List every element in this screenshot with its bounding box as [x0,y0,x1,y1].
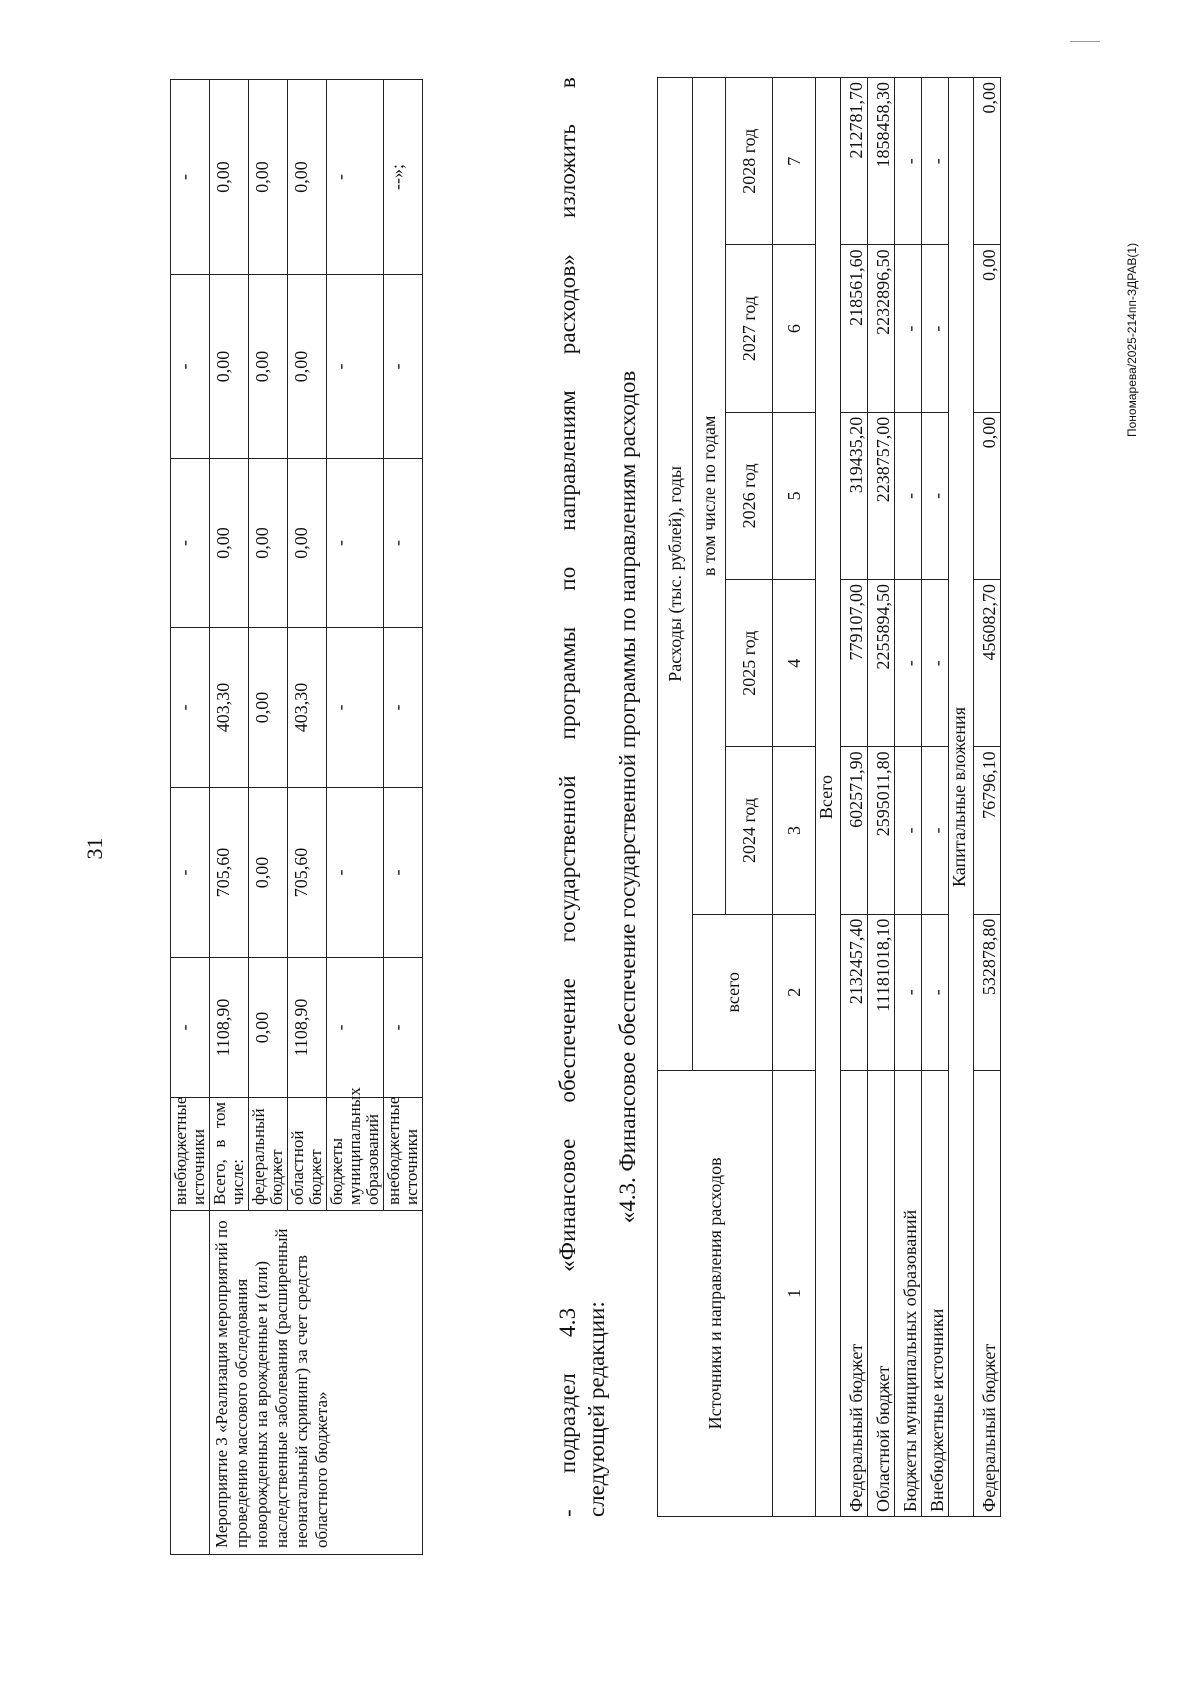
value-cell: - [922,412,949,579]
value-cell: - [922,78,949,245]
value-cell: 76796,10 [974,747,1001,914]
value-cell: 11181018,10 [868,914,895,1070]
group-title: Капитальные вложения [949,78,974,1517]
source-cell: внебюджетные источники [384,1098,423,1211]
group-title: Всего [816,78,841,1517]
value-cell: 0,00 [249,788,288,958]
value-cell: - [384,459,423,628]
column-number: 2 [773,914,816,1070]
value-cell: - [171,958,210,1098]
value-cell: - [384,788,423,958]
value-cell: - [895,580,922,747]
value-cell: 456082,70 [974,580,1001,747]
value-cell: - [895,78,922,245]
value-cell: 0,00 [210,80,249,275]
amendment-paragraph-line1: - подраздел 4.3 «Финансовое обеспечение государственной программы по направлениям расходов» изложить в [555,77,580,1517]
column-number: 1 [773,1070,816,1516]
value-cell: 0,00 [210,275,249,459]
expenses-header: Расходы (тыс. рублей), годы [658,78,693,1071]
value-cell: 218561,60 [841,245,868,412]
value-cell: 403,30 [210,628,249,788]
column-number: 4 [773,580,816,747]
table-row [868,78,895,1517]
value-cell: - [327,80,384,275]
value-cell: - [922,747,949,914]
row-label: Федеральный бюджет [841,1070,868,1516]
source-cell: Всего, в том числе: [210,1098,249,1211]
edge-mark [1070,41,1100,42]
value-cell: 0,00 [974,245,1001,412]
year-header: 2026 год [726,412,773,579]
value-cell: 0,00 [249,80,288,275]
value-cell: 0,00 [288,459,327,628]
table-row [974,78,1001,1517]
year-header: 2025 год [726,580,773,747]
year-header: 2024 год [726,747,773,914]
value-cell: 1858458,30 [868,78,895,245]
value-cell: 2132457,40 [841,914,868,1070]
value-cell: - [384,958,423,1098]
group-title-row [816,78,841,1517]
table-header-row [658,78,693,1517]
value-cell: - [171,80,210,275]
event-label: Мероприятие 3 «Реализация мероприятий по проведению массового обследования новорожденных на врожденные и (или) наследственные заболевания (расширенный неонатальный скрининг) за счет средств областного бюджета» [210,1211,423,1555]
value-cell: - [327,788,384,958]
value-cell: 0,00 [249,275,288,459]
value-cell: - [327,958,384,1098]
document-code: Пономарева/2025-214пп-ЗДРАВ(1) [1125,242,1139,437]
value-cell: - [327,459,384,628]
value-cell: 602571,90 [841,747,868,914]
event-funding-table [170,79,423,1555]
column-number: 7 [773,78,816,245]
group-title-row [949,78,974,1517]
value-cell: - [171,628,210,788]
closing-quote-mark: -»; [387,164,407,184]
value-cell: - [895,245,922,412]
source-cell: бюджеты муниципальных образований [327,1098,384,1211]
value-cell: - [171,275,210,459]
section-heading: «4.3. Финансовое обеспечение государственной программы по направлениям расходов [615,370,640,1224]
row-label: Внебюджетные источники [922,1070,949,1516]
column-number: 3 [773,747,816,914]
finance-table [657,77,1001,1517]
by-years-header: в том числе по годам [693,78,726,915]
value-cell: 0,00 [288,275,327,459]
value-cell: - [327,275,384,459]
page-number: 31 [82,837,107,860]
table-row [210,80,249,1555]
value-cell: - [171,459,210,628]
total-header: всего [693,914,773,1070]
amendment-paragraph-line2: следующей редакции: [584,1301,609,1517]
row-label: Федеральный бюджет [974,1070,1001,1516]
source-cell: федеральный бюджет [249,1098,288,1211]
sources-header: Источники и направления расходов [658,1070,773,1516]
value-cell: 2255894,50 [868,580,895,747]
table-row [171,80,210,1555]
value-cell: - [895,412,922,579]
value-cell: 0,00 [249,628,288,788]
source-cell: внебюджетные источники [171,1098,210,1211]
value-cell: - [384,628,423,788]
value-cell: 0,00 [210,459,249,628]
value-cell: 403,30 [288,628,327,788]
value-cell: 319435,20 [841,412,868,579]
value-cell: 1108,90 [210,958,249,1098]
value-cell: 0,00 [974,412,1001,579]
table-row [895,78,922,1517]
value-cell: - [384,275,423,459]
value-cell: 0,00 [249,459,288,628]
year-header: 2028 год [726,78,773,245]
value-cell: 0,00 [249,958,288,1098]
value-cell: 779107,00 [841,580,868,747]
source-cell: областной бюджет [288,1098,327,1211]
table-row [841,78,868,1517]
table-row [922,78,949,1517]
value-cell: - [895,914,922,1070]
value-cell: 2595011,80 [868,747,895,914]
value-cell: 532878,80 [974,914,1001,1070]
column-number-row [773,78,816,1517]
value-cell: - [922,245,949,412]
value-cell: 705,60 [210,788,249,958]
value-cell: 0,00 [288,80,327,275]
value-cell: - [171,788,210,958]
row-label: Бюджеты муниципальных образований [895,1070,922,1516]
value-cell: 0,00 [974,78,1001,245]
value-cell: 2238757,00 [868,412,895,579]
value-cell: 2232896,50 [868,245,895,412]
value-cell: - [922,914,949,1070]
value-cell: - [327,628,384,788]
value-cell: - [387,184,407,190]
value-cell: - [895,747,922,914]
value-cell: 212781,70 [841,78,868,245]
column-number: 6 [773,245,816,412]
column-number: 5 [773,412,816,579]
row-label: Областной бюджет [868,1070,895,1516]
value-cell: 1108,90 [288,958,327,1098]
value-cell: - [922,580,949,747]
year-header: 2027 год [726,245,773,412]
value-cell: 705,60 [288,788,327,958]
